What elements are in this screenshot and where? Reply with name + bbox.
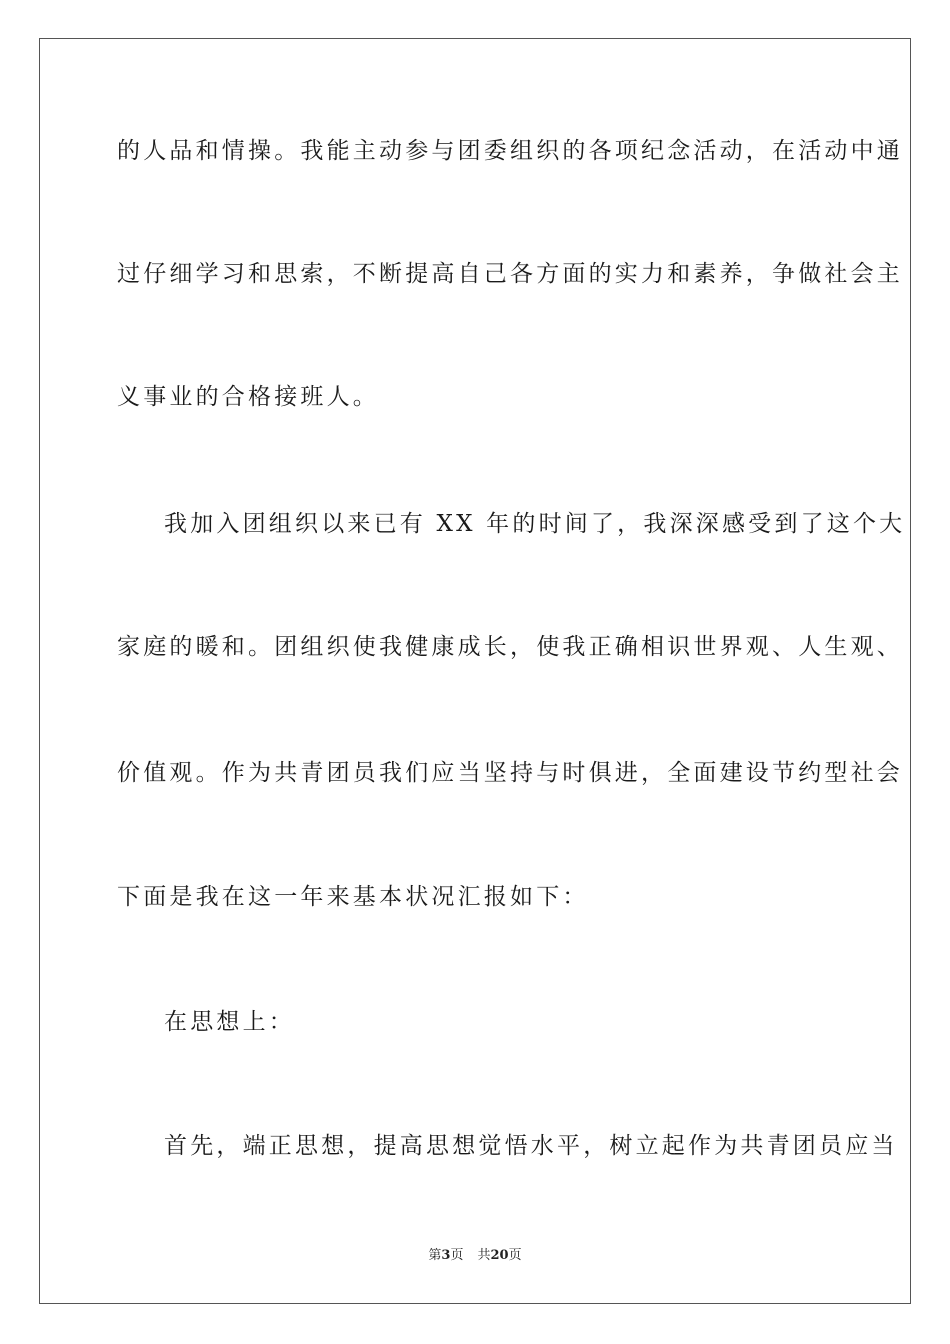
page-footer (0, 1247, 950, 1265)
body-line-3: 义事业的合格接班人。 (117, 384, 379, 410)
current-page-number: 3 (441, 1248, 451, 1263)
paragraph-2-line-3: 价值观。作为共青团员我们应当坚持与时俱进，全面建设节约型社会 (117, 760, 903, 786)
section-heading-thought: 在思想上： (164, 1009, 295, 1035)
page-suffix: 页 (450, 1248, 464, 1263)
page-prefix: 第 (428, 1248, 442, 1263)
body-line-2: 过仔细学习和思索，不断提高自己各方面的实力和素养，争做社会主 (117, 261, 903, 287)
total-page-count: 20 (490, 1248, 509, 1263)
paragraph-2-line-1: 我加入团组织以来已有 XX 年的时间了，我深深感受到了这个大 (164, 511, 906, 537)
paragraph-3-line-1: 下面是我在这一年来基本状况汇报如下： (117, 884, 589, 910)
total-suffix: 页 (508, 1248, 522, 1263)
body-line-1: 的人品和情操。我能主动参与团委组织的各项纪念活动，在活动中通 (117, 138, 903, 164)
total-prefix: 共 (477, 1248, 491, 1263)
page-border (39, 38, 911, 1304)
paragraph-2-line-2: 家庭的暖和。团组织使我健康成长，使我正确相识世界观、人生观、 (117, 634, 903, 660)
paragraph-4-line-1: 首先，端正思想，提高思想觉悟水平，树立起作为共青团员应当 (164, 1133, 898, 1159)
